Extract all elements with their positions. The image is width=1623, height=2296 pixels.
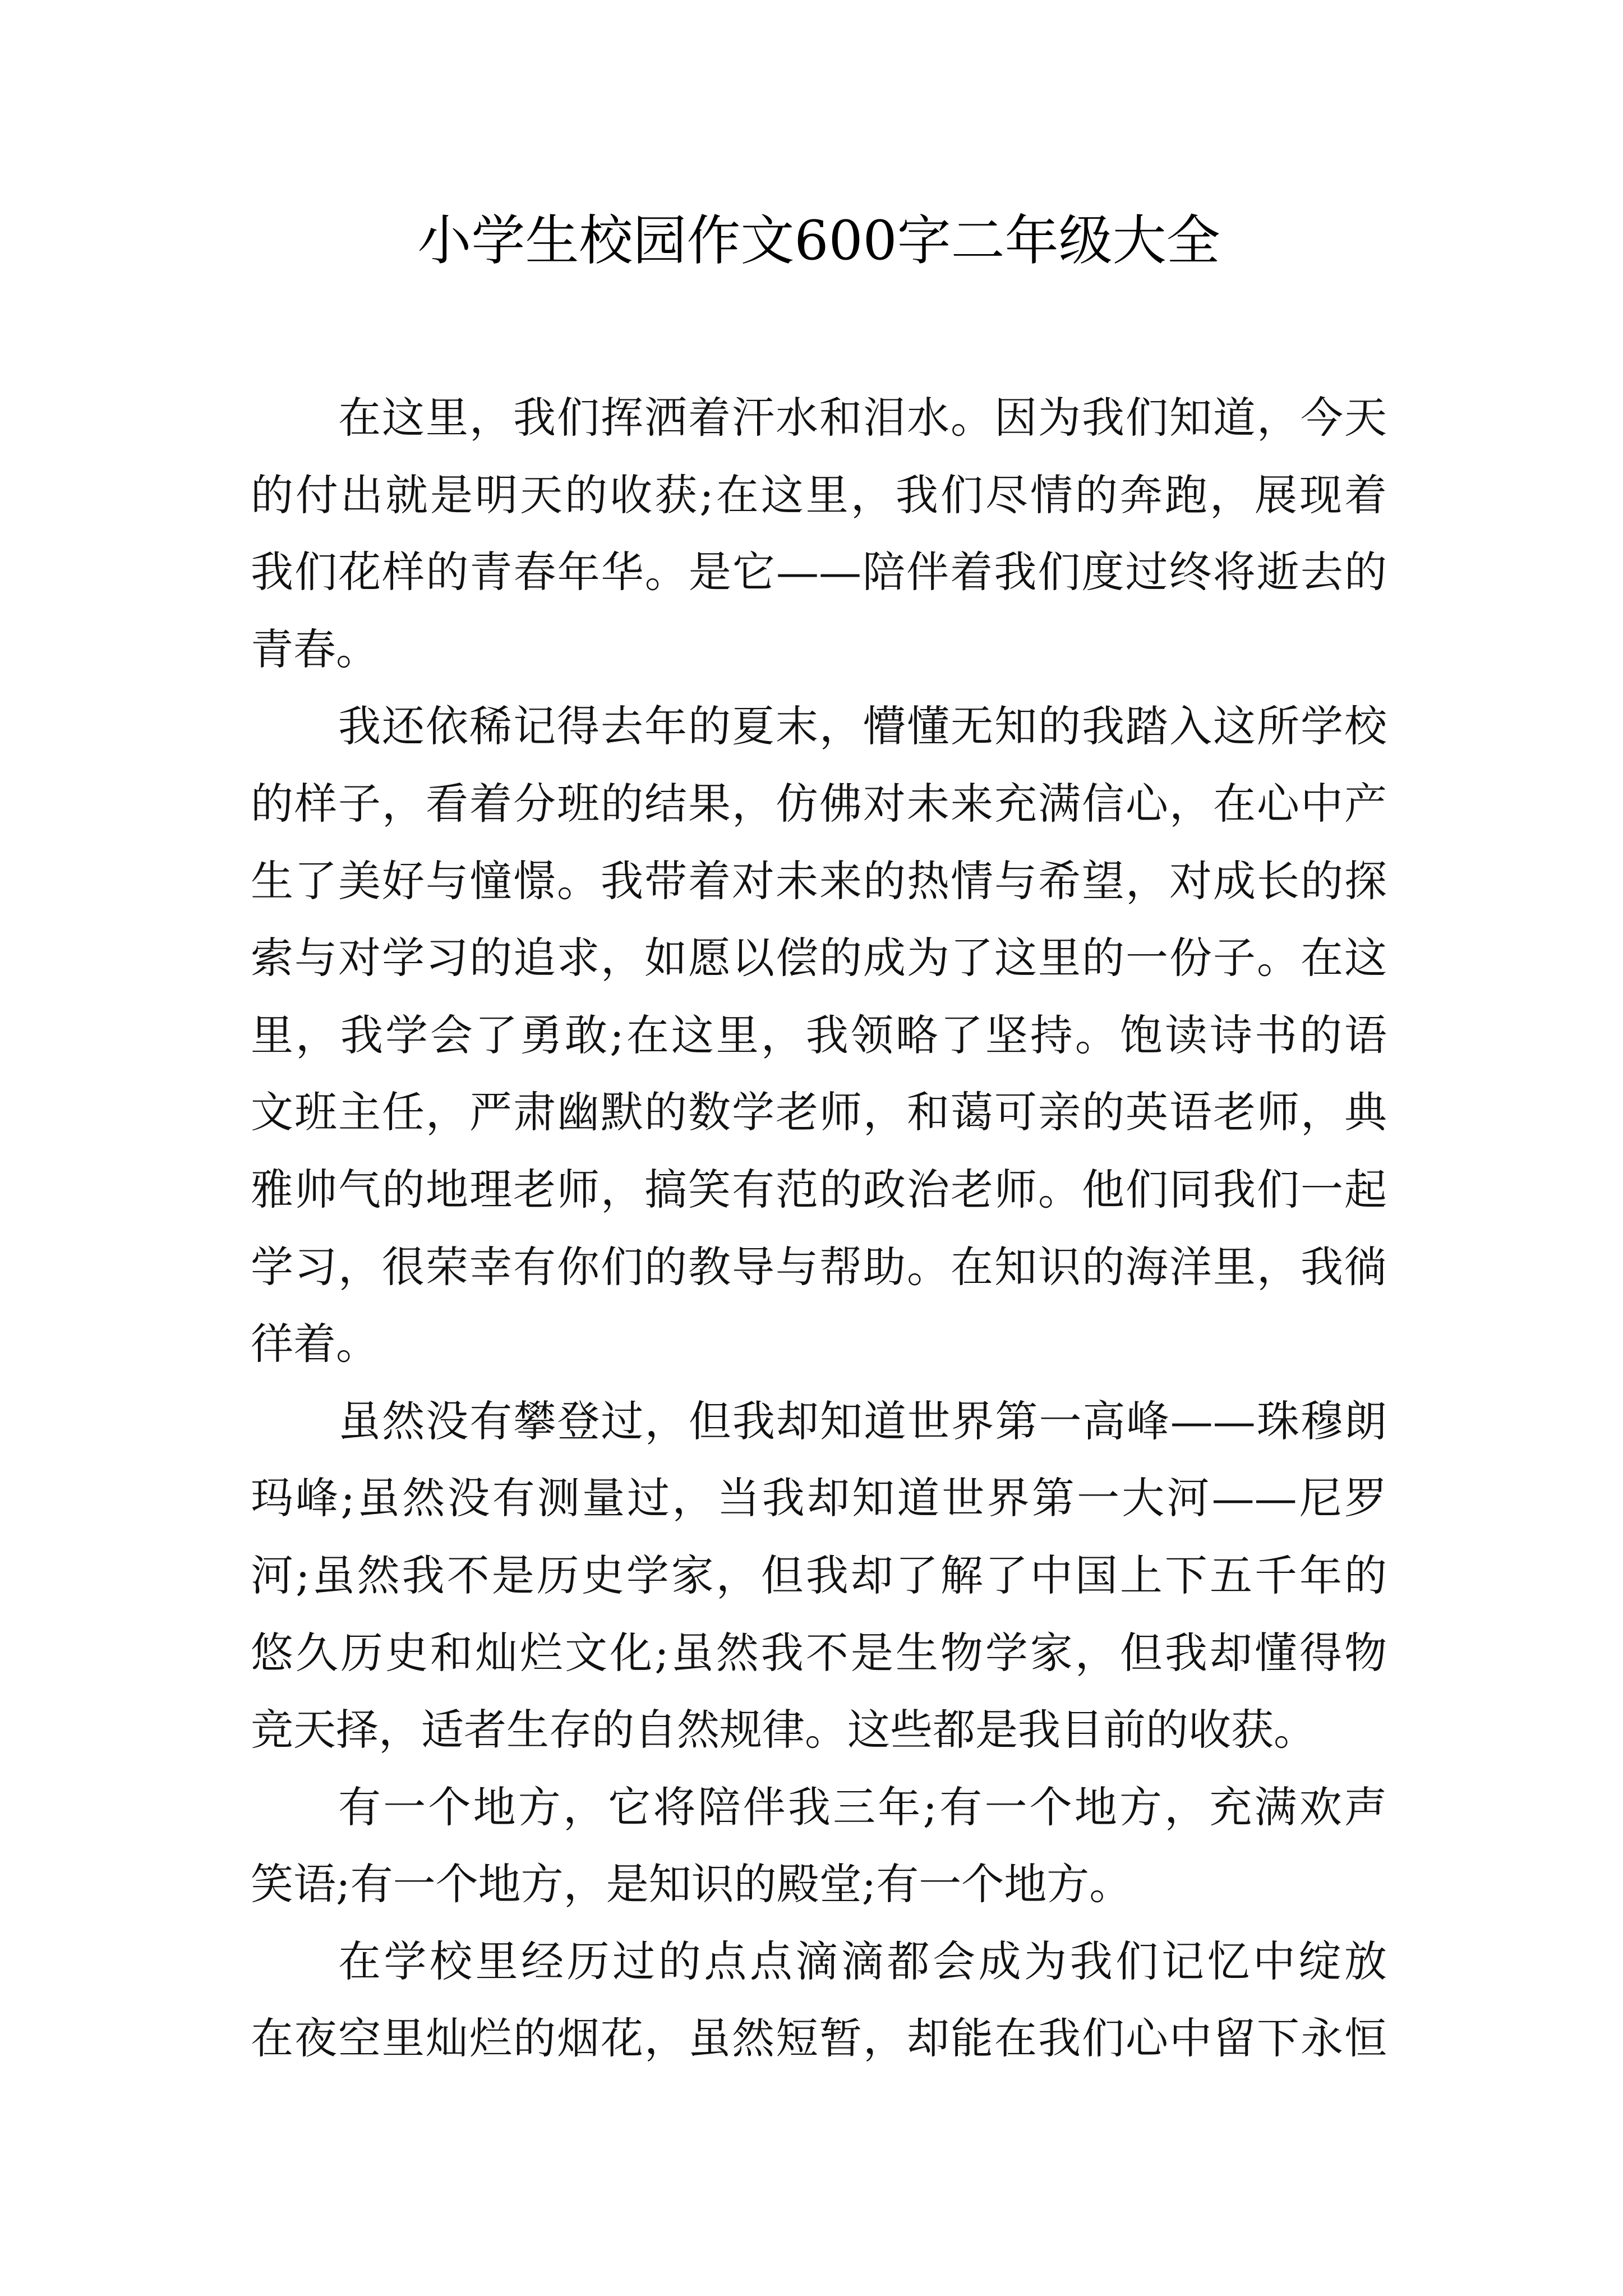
paragraph-line: 玛峰;虽然没有测量过，当我却知道世界第一大河——尼罗 bbox=[251, 1473, 1387, 1524]
paragraph-line: 在学校里经历过的点点滴滴都会成为我们记忆中绽放 bbox=[338, 1936, 1387, 1986]
paragraph-line: 笑语;有一个地方，是知识的殿堂;有一个地方。 bbox=[251, 1859, 1132, 1910]
paragraph-line: 虽然没有攀登过，但我却知道世界第一高峰——珠穆朗 bbox=[338, 1396, 1387, 1446]
paragraph-line: 在夜空里灿烂的烟花，虽然短暂，却能在我们心中留下永恒 bbox=[251, 2013, 1387, 2064]
paragraph-line: 的样子，看着分班的结果，仿佛对未来充满信心，在心中产 bbox=[251, 778, 1387, 829]
paragraph-line: 的付出就是明天的收获;在这里，我们尽情的奔跑，展现着 bbox=[251, 470, 1387, 520]
paragraph-line: 雅帅气的地理老师，搞笑有范的政治老师。他们同我们一起 bbox=[251, 1164, 1387, 1214]
paragraph-line: 文班主任，严肃幽默的数学老师，和蔼可亲的英语老师，典 bbox=[251, 1087, 1387, 1138]
document-body bbox=[251, 379, 1387, 2077]
document-title: 小学生校园作文600字二年级大全 bbox=[417, 209, 1220, 272]
paragraph-line: 河;虽然我不是历史学家，但我却了解了中国上下五千年的 bbox=[251, 1550, 1387, 1600]
paragraph-5 bbox=[251, 1923, 1387, 2077]
paragraph-line: 徉着。 bbox=[251, 1319, 379, 1369]
paragraph-line: 学习，很荣幸有你们的教导与帮助。在知识的海洋里，我徜 bbox=[251, 1241, 1387, 1292]
paragraph-3 bbox=[251, 1383, 1387, 1769]
paragraph-line: 有一个地方，它将陪伴我三年;有一个地方，充满欢声 bbox=[338, 1782, 1387, 1832]
paragraph-line: 在这里，我们挥洒着汗水和泪水。因为我们知道，今天 bbox=[338, 393, 1387, 443]
paragraph-1 bbox=[251, 379, 1387, 688]
paragraph-line: 索与对学习的追求，如愿以偿的成为了这里的一份子。在这 bbox=[251, 933, 1387, 983]
paragraph-4 bbox=[251, 1769, 1387, 1923]
paragraph-2 bbox=[251, 688, 1387, 1382]
paragraph-line: 青春。 bbox=[251, 624, 379, 674]
paragraph-line: 里，我学会了勇敢;在这里，我领略了坚持。饱读诗书的语 bbox=[251, 1010, 1387, 1060]
paragraph-line: 竞天择，适者生存的自然规律。这些都是我目前的收获。 bbox=[251, 1705, 1316, 1755]
paragraph-line: 我还依稀记得去年的夏末，懵懂无知的我踏入这所学校 bbox=[338, 701, 1387, 752]
paragraph-line: 我们花样的青春年华。是它——陪伴着我们度过终将逝去的 bbox=[251, 547, 1387, 597]
paragraph-line: 悠久历史和灿烂文化;虽然我不是生物学家，但我却懂得物 bbox=[251, 1627, 1387, 1678]
paragraph-line: 生了美好与憧憬。我带着对未来的热情与希望，对成长的探 bbox=[251, 855, 1387, 906]
